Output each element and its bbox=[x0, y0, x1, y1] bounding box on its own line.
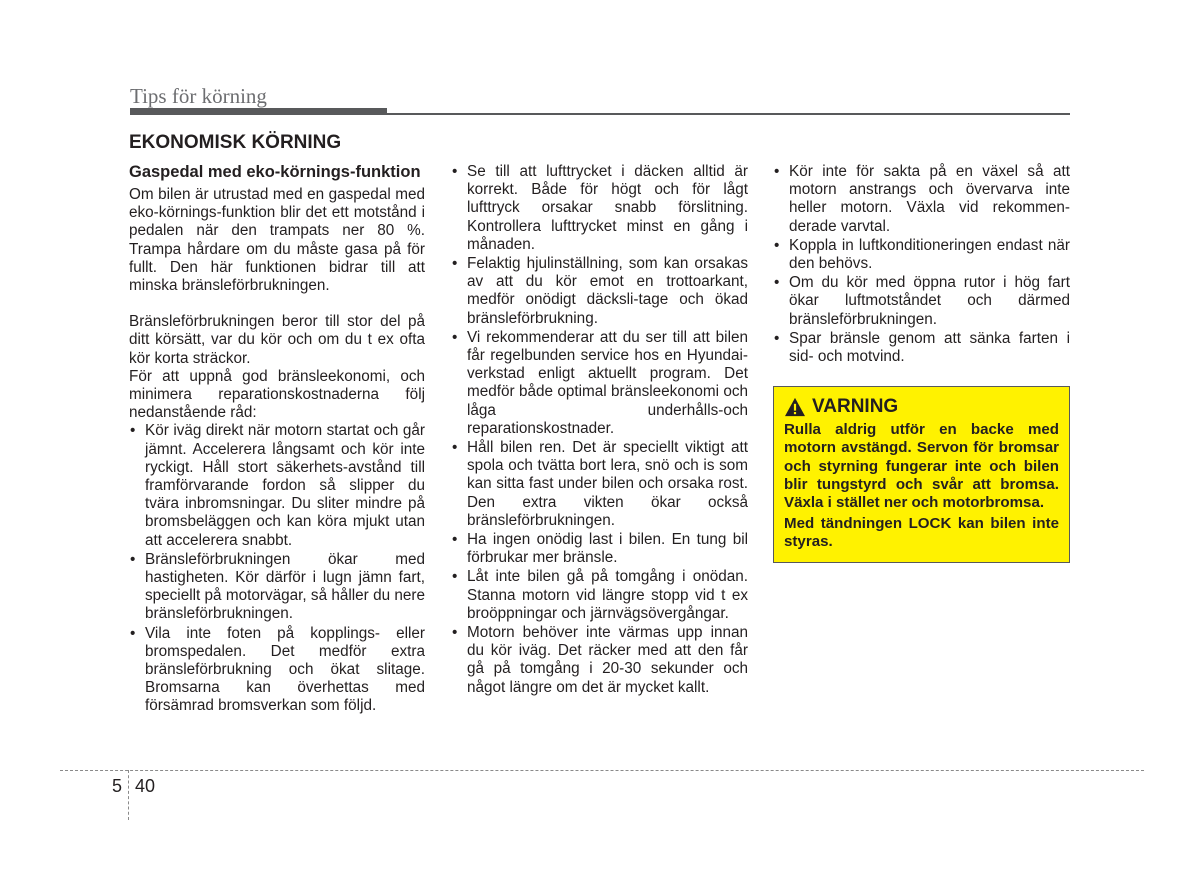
warning-text: Rulla aldrig utför en backe med motorn avstängd. Servon för bromsar och styrning fungerar inte och bilen blir tungstyrd och svår att bromsa. Växla i stället ner och motorbromsa. bbox=[784, 421, 1059, 512]
footer-rule bbox=[60, 770, 1144, 771]
column-2 bbox=[451, 163, 748, 698]
list-item: • Om du kör med öppna rutor i hög fart ökar luftmotståndet och därmed bränsleförbrukningen. bbox=[773, 274, 1070, 329]
bullet-list bbox=[129, 422, 425, 715]
header-rule-thick bbox=[130, 108, 387, 115]
list-item: • Kör inte för sakta på en växel så att motorn anstrangs och övervarva inte heller motorn. Växla vid rekommen-derade varvtal. bbox=[773, 163, 1070, 236]
warning-box bbox=[773, 386, 1070, 562]
subheading: Gaspedal med eko-körnings-funktion bbox=[129, 163, 421, 181]
warning-triangle-icon bbox=[784, 397, 806, 417]
paragraph: För att uppnå god bränsleekonomi, och minimera reparationskostnaderna följ nedanstående råd: bbox=[129, 367, 425, 422]
list-item: • Vi rekommenderar att du ser till att bilen får regelbunden service hos en Hyundai-verkstad enligt aktuellt program. Det medför både optimal bränsleekonomi och låga underhålls-och reparationskostnader. bbox=[451, 329, 748, 438]
list-item: • Motorn behöver inte värmas upp innan du kör iväg. Det räcker med att den får gå på tomgång i 20-30 sekunder och något längre om det är mycket kallt. bbox=[451, 624, 748, 697]
list-item: • Koppla in luftkonditioneringen endast när den behövs. bbox=[773, 237, 1070, 273]
list-item: • Kör iväg direkt när motorn startat och går jämnt. Accelerera långsamt och kör inte ryckigt. Håll stort säkerhets-avstånd till framförvarande fordon så slipper du tvära inbromsningar. Du sliter mindre på bromsbeläggen och kan köra mjukt utan att accelerera snabbt. bbox=[129, 422, 425, 549]
list-item: • Håll bilen ren. Det är speciellt viktigt att spola och tvätta bort lera, snö och is som kan sitta fast under bilen och orsaka rost. Den extra vikten ökar också bränsleförbrukningen. bbox=[451, 439, 748, 530]
list-item: • Felaktig hjulinställning, som kan orsakas av att du kör emot en trottoarkant, medför onödigt däcksli-tage och ökad bränsleförbrukning. bbox=[451, 255, 748, 328]
bullet-list bbox=[451, 163, 748, 697]
paragraph: Bränsleförbrukningen beror till stor del på ditt körsätt, var du kör och om du t ex ofta kör korta sträckor. bbox=[129, 313, 425, 367]
paragraph: Om bilen är utrustad med en gaspedal med eko-körnings-funktion blir det ett motstånd i pedalen när den trampats ner 80 %. Trampa hårdare om du måste gasa på för fullt. Den här funktionen bidrar till att minska bränsleförbrukningen. bbox=[129, 186, 425, 295]
column-1 bbox=[129, 163, 425, 717]
list-item: • Spar bränsle genom att sänka farten i sid- och motvind. bbox=[773, 330, 1070, 366]
header-rule-thin bbox=[387, 113, 1070, 115]
section-title: EKONOMISK KÖRNING bbox=[129, 132, 342, 153]
list-item: • Se till att lufttrycket i däcken alltid är korrekt. Både för högt och för lågt lufttryck orsakar snabb förslitning. Kontrollera lufttrycket minst en gång i månaden. bbox=[451, 163, 748, 254]
list-item: • Bränsleförbrukningen ökar med hastigheten. Kör därför i lugn jämn fart, speciellt på motorvägar, så håller du nere bränsleförbrukningen. bbox=[129, 551, 425, 624]
list-item: • Låt inte bilen gå på tomgång i onödan. Stanna motorn vid längre stopp vid t ex broöppningar och järnvägsövergångar. bbox=[451, 568, 748, 623]
warning-header bbox=[784, 397, 1059, 417]
bullet-list bbox=[773, 163, 1070, 366]
list-item: • Ha ingen onödig last i bilen. En tung bil förbrukar mer bränsle. bbox=[451, 531, 748, 567]
page-header-title: Tips för körning bbox=[130, 84, 267, 108]
page-number: 40 bbox=[135, 776, 156, 796]
column-3 bbox=[773, 163, 1070, 563]
chapter-number: 5 bbox=[112, 776, 123, 796]
warning-title: VARNING bbox=[812, 396, 899, 418]
list-item: • Vila inte foten på kopplings- eller bromspedalen. Det medför extra bränsleförbrukning och ökat slitage. Bromsarna kan överhettas med försämrad bromsverkan som följd. bbox=[129, 625, 425, 716]
footer-divider bbox=[128, 770, 129, 820]
warning-text: Med tändningen LOCK kan bilen inte styras. bbox=[784, 515, 1059, 551]
